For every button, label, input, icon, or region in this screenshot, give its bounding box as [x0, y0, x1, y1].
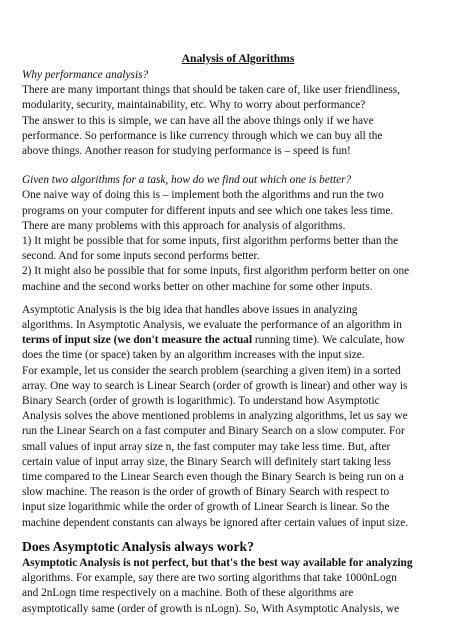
text-line: There are many problems with this approach for analysis of algorithms.	[22, 219, 346, 232]
text-line: modularity, security, maintainability, etc. Why to worry about performance?	[22, 99, 366, 112]
section-heading: Given two algorithms for a task, how do we find out which one is better?	[22, 174, 352, 187]
text-line: performance. So performance is like currency through which we can buy all the	[22, 129, 383, 142]
text-line: The answer to this is simple, we can have all the above things only if we have	[22, 114, 374, 127]
text-line: programs on your computer for different inputs and see which one takes less time.	[22, 204, 394, 217]
text-line: algorithms. For example, say there are two sorting algorithms that take 1000nLogn	[22, 572, 397, 585]
text-line: Binary Search (order of growth is logarithmic). To understand how Asymptotic	[22, 395, 380, 408]
text-line: 1) It might be possible that for some inputs, first algorithm performs better than the	[22, 235, 399, 248]
section-compare-algorithms	[22, 173, 454, 295]
section-asymptotic-analysis	[22, 303, 454, 531]
text-line: Analysis solves the above mentioned problems in analyzing algorithms, let us say we	[22, 410, 408, 423]
text-line: For example, let us consider the search problem (searching a given item) in a sorted	[22, 364, 401, 377]
text-line: certain value of input array size, the Binary Search will definitely start taking less	[22, 455, 391, 468]
text-run: running time). We calculate, how	[252, 334, 406, 347]
text-line: One naive way of doing this is – implement both the algorithms and run the two	[22, 189, 384, 202]
bold-phrase: terms of input size (we don't measure the actual	[22, 334, 253, 347]
text-line: There are many important things that should be taken care of, like user friendliness,	[22, 84, 401, 97]
text-line: input size logarithmic while the order of growth of Linear Search is linear. So the	[22, 501, 390, 514]
spacer	[22, 159, 454, 173]
spacer	[22, 295, 454, 303]
text-line: algorithms. In Asymptotic Analysis, we evaluate the performance of an algorithm in	[22, 319, 402, 332]
section-heading: Why performance analysis?	[22, 69, 149, 81]
text-line: 2) It might also be possible that for some inputs, first algorithm perform better on one	[22, 265, 410, 278]
text-line: does the time (or space) taken by an algorithm increases with the input size.	[22, 349, 365, 362]
section-performance-analysis	[22, 68, 454, 159]
text-line: second. And for some inputs second performs better.	[22, 250, 260, 263]
text-line: run the Linear Search on a fast computer and Binary Search on a slow computer. For	[22, 425, 405, 438]
text-line: small values of input array size n, the fast computer may take less time. But, after	[22, 440, 391, 453]
text-line: array. One way to search is Linear Search (order of growth is linear) and other way is	[22, 379, 408, 392]
text-line: above things. Another reason for studying performance is – speed is fun!	[22, 145, 351, 158]
document-title: Analysis of Algorithms	[181, 52, 295, 65]
section-heading: Does Asymptotic Analysis always work?	[22, 538, 254, 554]
text-line: time compared to the Linear Search even though the Binary Search is being run on a	[22, 471, 404, 484]
text-line: machine and the second works better on other machine for some other inputs.	[22, 280, 373, 293]
text-line: machine dependent constants can always be ignored after certain values of input size.	[22, 516, 409, 529]
section-does-it-work	[22, 538, 454, 617]
text-line: slow machine. The reason is the order of growth of Binary Search with respect to	[22, 486, 390, 499]
text-line: and 2nLogn time respectively on a machine. Both of these algorithms are	[22, 587, 354, 600]
text-line-mixed	[22, 333, 454, 348]
text-line: Asymptotic Analysis is the big idea that handles above issues in analyzing	[22, 303, 358, 316]
text-line: asymptotically same (order of growth is nLogn). So, With Asymptotic Analysis, we	[22, 602, 400, 615]
bold-line: Asymptotic Analysis is not perfect, but that's the best way available for analyzing	[22, 556, 413, 569]
